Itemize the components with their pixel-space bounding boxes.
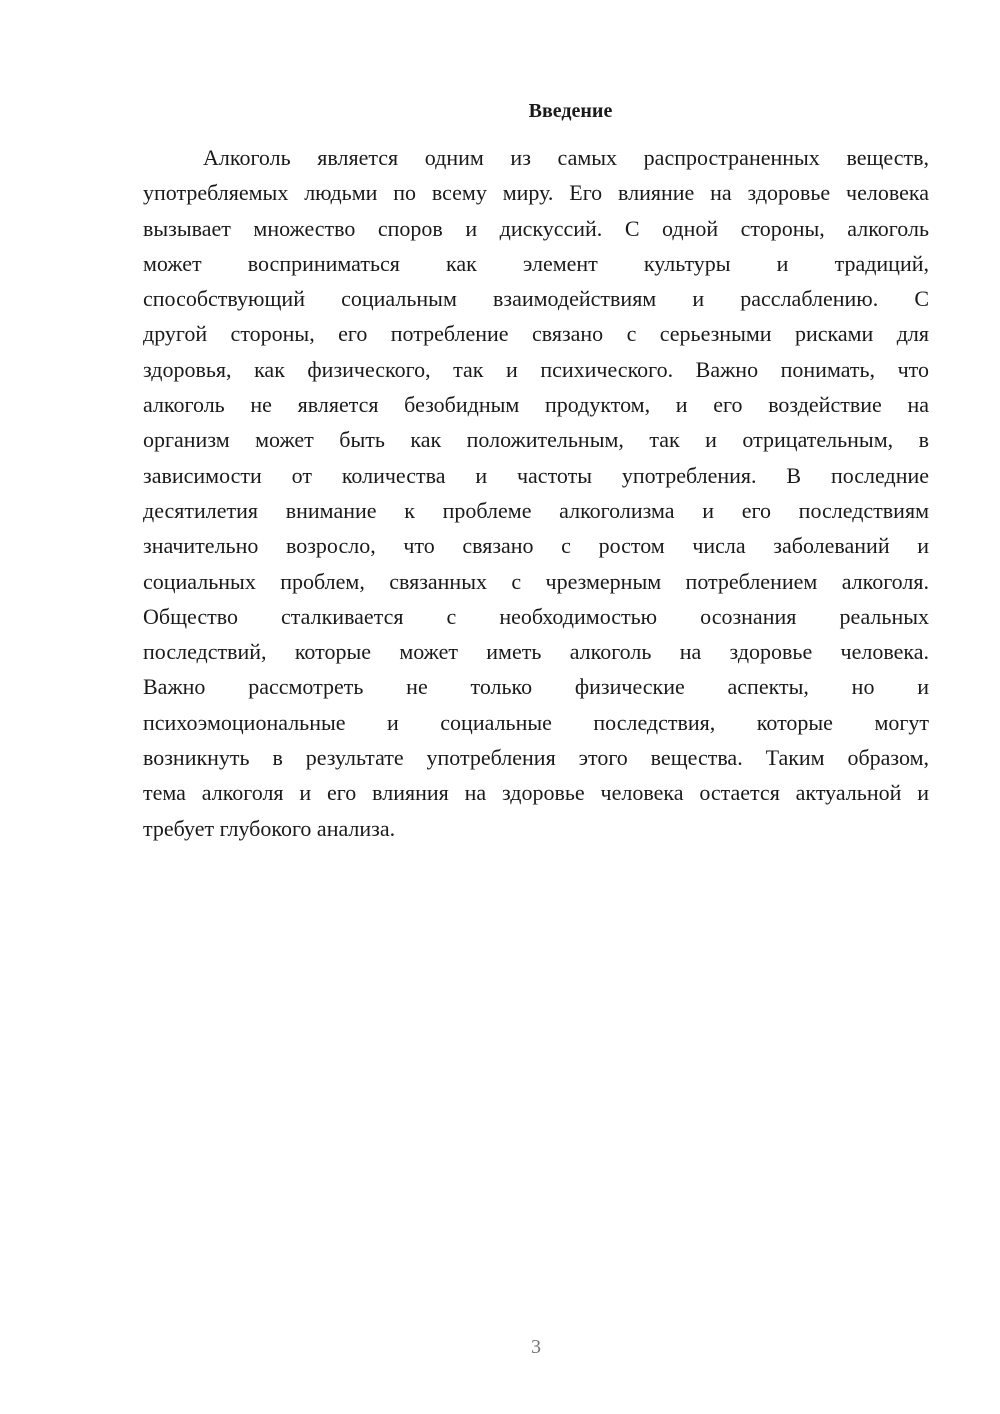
paragraph-line: социальных проблем, связанных с чрезмерным потреблением алкоголя. <box>143 568 929 594</box>
paragraph-line: последствий, которые может иметь алкоголь на здоровье человека. <box>143 639 929 665</box>
paragraph-line: Общество сталкивается с необходимостью осознания реальных <box>143 603 929 629</box>
page-number: 3 <box>531 1336 541 1358</box>
paragraph-line: возникнуть в результате употребления этого вещества. Таким образом, <box>143 745 929 771</box>
paragraph-line: зависимости от количества и частоты употребления. В последние <box>143 462 929 488</box>
paragraph-line: десятилетия внимание к проблеме алкоголизма и его последствиям <box>143 497 929 523</box>
paragraph-line: требует глубокого анализа. <box>143 815 396 841</box>
paragraph-line: алкоголь не является безобидным продуктом, и его воздействие на <box>143 392 929 418</box>
paragraph <box>143 140 929 846</box>
paragraph-line: Важно рассмотреть не только физические аспекты, но и <box>143 674 929 700</box>
paragraph-line: значительно возросло, что связано с ростом числа заболеваний и <box>143 533 929 559</box>
paragraph-line: другой стороны, его потребление связано с серьезными рисками для <box>143 321 929 347</box>
paragraph-line: употребляемых людьми по всему миру. Его влияние на здоровье человека <box>143 180 929 206</box>
page-title: Введение <box>528 100 613 122</box>
paragraph-line: тема алкоголя и его влияния на здоровье человека остается актуальной и <box>143 780 929 806</box>
paragraph-line: организм может быть как положительным, так и отрицательным, в <box>143 427 929 453</box>
paragraph-line: вызывает множество споров и дискуссий. С одной стороны, алкоголь <box>143 215 929 241</box>
paragraph-line: Алкоголь является одним из самых распространенных веществ, <box>203 145 929 170</box>
paragraph-line: психоэмоциональные и социальные последствия, которые могут <box>143 709 929 735</box>
paragraph-line: может восприниматься как элемент культуры и традиций, <box>143 250 929 276</box>
paragraph-line: способствующий социальным взаимодействиям и расслаблению. С <box>143 286 929 312</box>
paragraph-line: здоровья, как физического, так и психического. Важно понимать, что <box>143 356 929 382</box>
